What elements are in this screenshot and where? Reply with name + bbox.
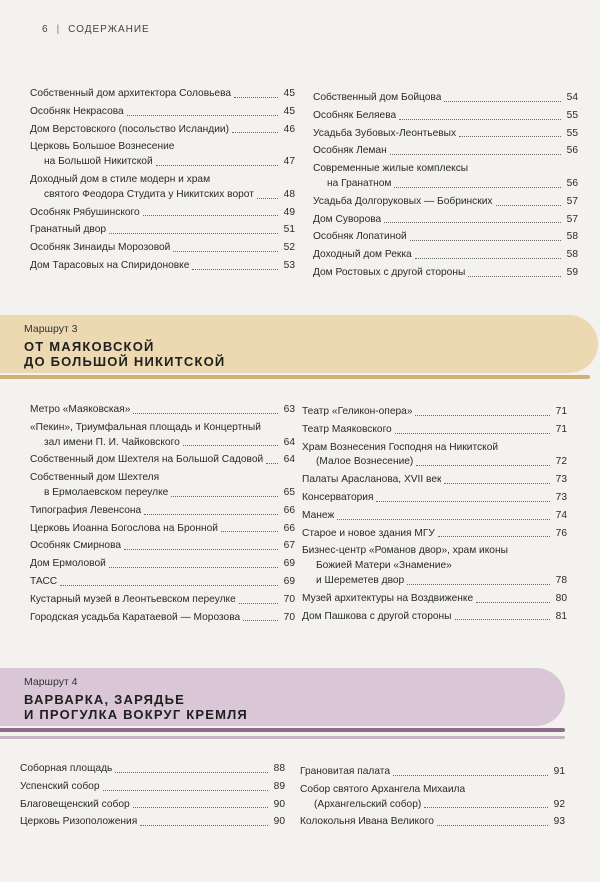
toc-leader-dots [424, 807, 548, 808]
toc-leader-dots [438, 536, 550, 537]
toc-page-number: 58 [566, 249, 578, 261]
toc-entry-title: Театр «Геликон-опера» [302, 406, 413, 417]
toc-entry-title: святого Феодора Студита у Никитских ворот [44, 188, 254, 200]
toc-page-number: 89 [273, 780, 285, 792]
toc-page-number: 46 [283, 123, 295, 135]
toc-entry-title: Собственный дом Бойцова [313, 92, 442, 103]
toc-page-number: 73 [555, 474, 567, 486]
toc-entry[interactable] [30, 259, 295, 274]
toc-entry-title: на Гранатном [327, 177, 392, 189]
toc-page-number: 81 [555, 610, 567, 622]
toc-leader-dots [455, 619, 551, 620]
toc-entry[interactable] [313, 213, 578, 228]
toc-entry-title: Особняк Леман [313, 145, 387, 157]
toc-entry-title: Метро «Маяковская» [30, 404, 131, 415]
toc-leader-dots [232, 132, 278, 133]
toc-leader-dots [390, 154, 561, 155]
toc-entry[interactable] [30, 421, 295, 451]
toc-entry[interactable] [30, 140, 295, 170]
toc-entry[interactable] [30, 87, 295, 102]
toc-column-r3-left [30, 403, 295, 628]
toc-entry[interactable] [30, 522, 295, 537]
route4-header-band [0, 668, 565, 726]
toc-entry-title: на Большой Никитской [44, 156, 153, 168]
route3-title [24, 339, 225, 369]
toc-entry[interactable] [300, 815, 565, 830]
toc-leader-dots [109, 233, 278, 234]
toc-entry[interactable] [20, 815, 285, 830]
toc-entry[interactable] [20, 762, 285, 777]
header-title: СОДЕРЖАНИЕ [68, 24, 150, 35]
toc-leader-dots [173, 251, 278, 252]
toc-page-number: 78 [555, 574, 567, 586]
toc-entry-title: Особняк Зинаиды Морозовой [30, 242, 171, 254]
toc-entry-title: Городская усадьба Каратаевой — Морозова [30, 611, 241, 623]
toc-entry[interactable] [313, 248, 578, 263]
toc-page-number: 55 [566, 109, 578, 121]
toc-page-number: 57 [566, 195, 578, 207]
toc-entry[interactable] [302, 527, 567, 542]
toc-entry-title: Дом Пашкова с другой стороны [302, 610, 452, 622]
toc-entry-title: Дом Тарасовых на Спиридоновке [30, 259, 190, 271]
toc-leader-dots [399, 119, 561, 120]
toc-leader-dots [415, 258, 561, 259]
toc-page-number: 74 [555, 509, 567, 521]
toc-page-number: 76 [555, 527, 567, 539]
toc-leader-dots [395, 433, 550, 434]
toc-leader-dots [127, 115, 278, 116]
toc-entry-title: Успенский собор [20, 780, 100, 792]
toc-leader-dots [133, 807, 268, 808]
toc-entry[interactable] [30, 123, 295, 138]
header-separator: | [56, 24, 61, 35]
toc-entry-title: Бизнес-центр «Романов двор», храм иконы [302, 545, 508, 557]
toc-leader-dots [459, 136, 561, 137]
toc-entry-title: Старое и новое здания МГУ [302, 527, 435, 539]
toc-leader-dots [103, 790, 269, 791]
toc-entry-title: Доходный дом в стиле модерн и храм [30, 173, 211, 185]
toc-entry-title: Палаты Арасланова, XVII век [302, 474, 442, 486]
toc-page-number: 56 [566, 145, 578, 157]
toc-page-number: 66 [283, 504, 295, 516]
toc-leader-dots [416, 465, 550, 466]
toc-entry[interactable] [30, 453, 295, 468]
route3-stripe [0, 375, 590, 379]
toc-entry[interactable] [302, 423, 567, 438]
toc-entry[interactable] [313, 195, 578, 210]
toc-leader-dots [266, 463, 278, 464]
toc-column-r3-right [302, 405, 567, 627]
toc-leader-dots [60, 585, 278, 586]
toc-entry-title: Соборная площадь [20, 763, 113, 774]
toc-page-number: 65 [283, 486, 295, 498]
toc-entry-title: Музей архитектуры на Воздвиженке [302, 592, 474, 604]
toc-entry-title: Собственный дом архитектора Соловьева [30, 88, 232, 99]
toc-entry-title: Кустарный музей в Леонтьевском переулке [30, 593, 236, 605]
toc-entry-title: Доходный дом Рекка [313, 249, 412, 261]
toc-page-number: 67 [283, 540, 295, 552]
toc-page-number: 53 [283, 259, 295, 271]
toc-entry[interactable] [313, 230, 578, 245]
toc-entry-title: в Ермолаевском переулке [44, 486, 169, 498]
toc-entry[interactable] [302, 544, 567, 588]
toc-leader-dots [171, 496, 278, 497]
toc-entry[interactable] [302, 405, 567, 420]
toc-entry-title: Собственный дом Шехтеля на Большой Садовой [30, 454, 264, 466]
toc-leader-dots [140, 825, 268, 826]
toc-page-number: 69 [283, 558, 295, 570]
toc-page-number: 45 [283, 105, 295, 117]
toc-entry-title: Собственный дом Шехтеля [30, 472, 160, 484]
toc-page-number: 56 [566, 177, 578, 189]
toc-entry-title: (Малое Вознесение) [316, 456, 414, 468]
toc-entry[interactable] [30, 223, 295, 238]
route3-title-line2: ДО БОЛЬШОЙ НИКИТСКОЙ [24, 354, 226, 369]
toc-page-number: 63 [283, 404, 295, 415]
toc-page-number: 90 [273, 816, 285, 828]
toc-entry[interactable] [313, 109, 578, 124]
toc-leader-dots [239, 603, 278, 604]
toc-leader-dots [415, 415, 550, 416]
toc-page-number: 48 [283, 188, 295, 200]
toc-page-number: 80 [555, 592, 567, 604]
toc-leader-dots [376, 501, 550, 502]
toc-leader-dots [183, 445, 278, 446]
toc-entry-title: Усадьба Зубовых-Леонтьевых [313, 127, 457, 139]
toc-entry[interactable] [302, 610, 567, 625]
toc-entry[interactable] [30, 539, 295, 554]
toc-entry-title: Особняк Смирнова [30, 540, 122, 552]
toc-entry[interactable] [30, 504, 295, 519]
toc-leader-dots [109, 567, 278, 568]
toc-page-number: 92 [553, 798, 565, 810]
route4-title-line2: И ПРОГУЛКА ВОКРУГ КРЕМЛЯ [24, 707, 248, 722]
toc-entry[interactable] [30, 173, 295, 203]
toc-entry[interactable] [313, 91, 578, 106]
toc-page-number: 45 [283, 88, 295, 99]
toc-entry[interactable] [313, 127, 578, 142]
toc-leader-dots [143, 215, 278, 216]
toc-entry-title: Особняк Некрасова [30, 105, 124, 117]
toc-page-number: 90 [273, 798, 285, 810]
toc-entry-title: Церковь Ризоположения [20, 816, 138, 828]
toc-entry[interactable] [313, 162, 578, 192]
toc-leader-dots [234, 97, 278, 98]
toc-leader-dots [156, 165, 278, 166]
toc-entry-title: зал имени П. И. Чайковского [44, 436, 180, 448]
toc-page-number: 71 [555, 423, 567, 435]
toc-column-r4-left [20, 762, 285, 833]
toc-page-number: 91 [553, 766, 565, 777]
toc-entry-title: Церковь Иоанна Богослова на Бронной [30, 522, 218, 534]
toc-entry-title: Особняк Рябушинского [30, 206, 140, 218]
toc-page-number: 57 [566, 213, 578, 225]
toc-leader-dots [394, 187, 561, 188]
toc-entry[interactable] [30, 403, 295, 418]
toc-leader-dots [476, 602, 550, 603]
toc-entry-title: ТАСС [30, 575, 58, 587]
route3-header-band [0, 315, 598, 373]
toc-entry[interactable] [300, 783, 565, 813]
toc-leader-dots [337, 519, 550, 520]
route4-stripe-secondary [0, 736, 565, 739]
route4-title [24, 692, 248, 722]
toc-page-number: 66 [283, 522, 295, 534]
toc-page-number: 55 [566, 127, 578, 139]
toc-entry[interactable] [30, 611, 295, 626]
route4-label: Маршрут 4 [24, 676, 78, 688]
toc-page-number: 93 [553, 816, 565, 828]
toc-entry-title: Типография Левенсона [30, 504, 142, 516]
toc-page-number: 70 [283, 611, 295, 623]
toc-leader-dots [444, 483, 550, 484]
toc-entry[interactable] [313, 266, 578, 281]
toc-page-number: 59 [566, 266, 578, 278]
toc-column-r4-right [300, 765, 565, 833]
toc-leader-dots [144, 514, 278, 515]
toc-leader-dots [468, 276, 561, 277]
toc-entry-title: Церковь Большое Вознесение [30, 141, 175, 153]
page-number: 6 [42, 24, 49, 35]
toc-page-number: 64 [283, 436, 295, 448]
toc-entry[interactable] [300, 765, 565, 780]
toc-leader-dots [384, 222, 561, 223]
toc-entry-title: Гранатный двор [30, 224, 107, 236]
toc-entry-title: Благовещенский собор [20, 798, 130, 810]
toc-leader-dots [124, 549, 278, 550]
toc-column-s1-right [313, 91, 578, 284]
toc-entry-title: (Архангельский собор) [314, 798, 422, 810]
route4-title-line1: ВАРВАРКА, ЗАРЯДЬЕ [24, 692, 186, 707]
toc-entry-title: Дом Суворова [313, 213, 382, 225]
route3-label: Маршрут 3 [24, 323, 78, 335]
toc-entry-title: Дом Ермоловой [30, 558, 106, 570]
toc-entry-title: Манеж [302, 509, 335, 521]
toc-leader-dots [437, 825, 548, 826]
toc-entry[interactable] [30, 241, 295, 256]
toc-entry-title: Консерватория [302, 491, 374, 503]
toc-entry-title: Грановитая палата [300, 766, 391, 777]
toc-entry[interactable] [20, 798, 285, 813]
toc-entry-title: Храм Вознесения Господня на Никитской [302, 441, 499, 453]
toc-entry[interactable] [30, 557, 295, 572]
toc-page-number: 70 [283, 593, 295, 605]
toc-leader-dots [221, 531, 278, 532]
toc-page-number: 52 [283, 242, 295, 254]
toc-entry[interactable] [20, 780, 285, 795]
toc-entry-title: Собор святого Архангела Михаила [300, 783, 466, 795]
toc-page-number: 49 [283, 206, 295, 218]
toc-page-number: 54 [566, 92, 578, 103]
route4-stripe [0, 728, 565, 732]
page-header [42, 24, 150, 35]
toc-page-number: 47 [283, 156, 295, 168]
toc-page-number: 72 [555, 456, 567, 468]
toc-entry-title: Дом Верстовского (посольство Исландии) [30, 123, 229, 135]
toc-leader-dots [115, 772, 268, 773]
toc-entry-title: Особняк Лопатиной [313, 231, 407, 243]
toc-page-number: 69 [283, 575, 295, 587]
route3-title-line1: ОТ МАЯКОВСКОЙ [24, 339, 155, 354]
toc-leader-dots [133, 413, 278, 414]
toc-entry[interactable] [302, 441, 567, 471]
toc-page-number: 73 [555, 491, 567, 503]
toc-entry-title: «Пекин», Триумфальная площадь и Концертный [30, 421, 261, 433]
toc-entry-title: Колокольня Ивана Великого [300, 816, 434, 828]
toc-page-number: 71 [555, 406, 567, 417]
toc-entry-title: Усадьба Долгоруковых — Бобринских [313, 195, 493, 207]
toc-entry[interactable] [30, 105, 295, 120]
toc-column-s1-left [30, 87, 295, 277]
toc-page-number: 64 [283, 454, 295, 466]
toc-entry[interactable] [30, 471, 295, 501]
toc-leader-dots [496, 205, 561, 206]
toc-page-number: 88 [273, 763, 285, 774]
toc-leader-dots [444, 101, 561, 102]
toc-page-number: 51 [283, 224, 295, 236]
toc-leader-dots [410, 240, 561, 241]
toc-entry-title: Божией Матери «Знамение» [316, 560, 452, 572]
toc-entry-title: Театр Маяковского [302, 423, 392, 435]
toc-page-number: 58 [566, 231, 578, 243]
toc-entry-title: Современные жилые комплексы [313, 163, 469, 175]
toc-leader-dots [393, 775, 548, 776]
toc-entry[interactable] [302, 491, 567, 506]
toc-leader-dots [192, 269, 278, 270]
toc-leader-dots [243, 620, 278, 621]
toc-entry-title: и Шереметев двор [316, 574, 405, 586]
toc-leader-dots [257, 198, 278, 199]
toc-entry[interactable] [313, 144, 578, 159]
toc-entry-title: Особняк Беляева [313, 109, 397, 121]
toc-entry[interactable] [30, 593, 295, 608]
toc-entry[interactable] [30, 575, 295, 590]
toc-entry-title: Дом Ростовых с другой стороны [313, 266, 466, 278]
toc-entry[interactable] [302, 473, 567, 488]
toc-entry[interactable] [30, 206, 295, 221]
toc-entry[interactable] [302, 592, 567, 607]
toc-entry[interactable] [302, 509, 567, 524]
toc-leader-dots [407, 584, 550, 585]
